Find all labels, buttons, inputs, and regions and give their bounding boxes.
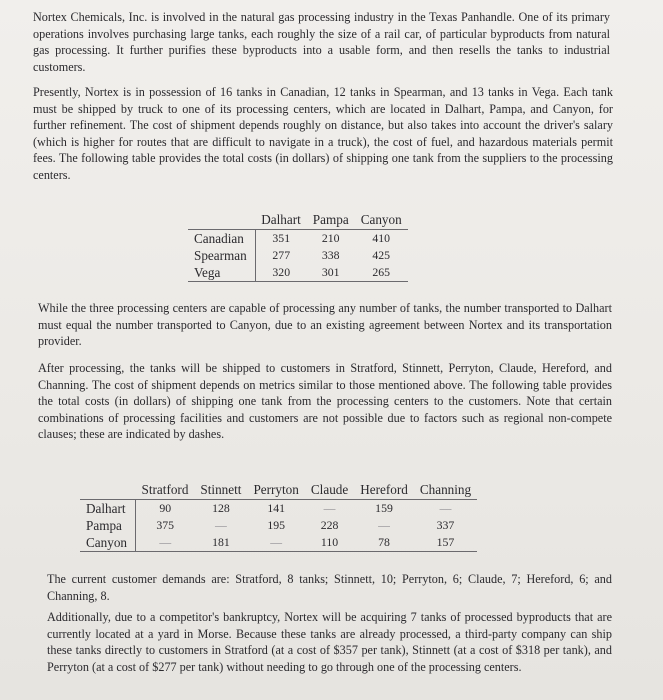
cost-cell: — [439, 501, 452, 515]
customer-cost-table [80, 482, 477, 552]
col-header: Channing [414, 482, 477, 500]
supplier-table-header [188, 212, 408, 230]
col-header: Stratford [136, 482, 195, 500]
paragraph-customers: After processing, the tanks will be shipped to customers in Stratford, Stinnett, Perryton, Claude, Hereford, and Channing. The cost of shipment depends on metrics similar to those mentioned above. The following table provides the total costs (in dollars) of shipping one tank from the processing centers to the customers. Note that certain combinations of processing facilities and customers are not possible due to factors such as regional non-compete clauses; these are indicated by dashes. [38, 361, 612, 442]
row-label: Dalhart [80, 500, 136, 518]
paragraph-demands: The current customer demands are: Stratford, 8 tanks; Stinnett, 10; Perryton, 6; Claude, 7; Hereford, 6; and Channing, 8. [47, 572, 612, 603]
cost-cell: 265 [355, 264, 408, 282]
cost-cell: 128 [212, 501, 230, 515]
cost-cell: 210 [321, 231, 340, 245]
col-header: Stinnett [194, 482, 247, 500]
cost-cell: — [215, 518, 227, 532]
col-header: Claude [305, 482, 354, 500]
table-corner [80, 482, 136, 500]
cost-cell: 351 [272, 231, 291, 245]
cost-cell: — [136, 534, 195, 552]
cost-cell: 181 [194, 534, 247, 552]
table-row [188, 264, 408, 282]
paragraph-morse: Additionally, due to a competitor's bankruptcy, Nortex will be acquiring 7 tanks of processed byproducts that are currently located at a yard in Morse. Because these tanks are already processed, a third-party company can ship these tanks directly to customers in Stratford (at a cost of $357 per tank), Stinnett (at a cost of $318 per tank), and Perryton (at a cost of $277 per tank) without needing to go through one of the processing centers. [47, 610, 612, 674]
cost-cell: 320 [255, 264, 307, 282]
cost-cell: 410 [372, 231, 391, 245]
cost-cell: 110 [305, 534, 354, 552]
cost-cell: 159 [375, 501, 393, 515]
cost-cell: 338 [321, 248, 340, 262]
paragraph-suppliers: Presently, Nortex is in possession of 16 tanks in Canadian, 12 tanks in Spearman, and 13 tanks in Vega. Each tank must be shipped by truck to one of its processing centers, which are located in Dalhart, Pampa, and Canyon, for further refinement. The cost of shipment depends roughly on distance, but also takes into account the driver's salary (which is higher for routes that are difficult to navigate in a truck), the cost of fuel, and hazardous materials permit fees. The following table provides the total costs (in dollars) of shipping one tank from the suppliers to the processing centers. [33, 85, 613, 182]
paragraph-intro: Nortex Chemicals, Inc. is involved in the natural gas processing industry in the Texas Panhandle. One of its primary operations involves purchasing large tanks, each roughly the size of a rail car, of particular byproducts from natural gas processing. It further purifies these byproducts into a usable form, and then resells the tanks to industrial customers. [33, 10, 610, 74]
customer-table-header [80, 482, 477, 500]
row-label: Spearman [188, 247, 255, 264]
col-header: Perryton [247, 482, 304, 500]
cost-cell: 195 [267, 518, 286, 532]
cost-cell: 277 [272, 248, 291, 262]
cost-cell: 337 [436, 518, 455, 532]
cost-cell: 228 [320, 518, 339, 532]
table-row [188, 247, 408, 264]
table-row [80, 517, 477, 534]
cost-cell: — [247, 534, 304, 552]
cost-cell: 78 [354, 534, 414, 552]
cost-cell: 301 [307, 264, 355, 282]
cost-cell: — [378, 518, 390, 532]
supplier-cost-table [188, 212, 408, 282]
row-label: Canyon [80, 534, 136, 552]
table-corner [188, 212, 255, 230]
col-header: Pampa [307, 212, 355, 230]
cost-cell: 375 [156, 518, 175, 532]
row-label: Pampa [80, 517, 136, 534]
col-header: Hereford [354, 482, 414, 500]
cost-cell: 90 [159, 501, 172, 515]
cost-cell: 425 [372, 248, 391, 262]
table-row [188, 230, 408, 248]
row-label: Vega [188, 264, 255, 282]
paragraph-constraint: While the three processing centers are capable of processing any number of tanks, the number transported to Dalhart must equal the number transported to Canyon, due to an existing agreement between Nortex and its transportation provider. [38, 301, 612, 349]
cost-cell: 157 [414, 534, 477, 552]
col-header: Dalhart [255, 212, 307, 230]
table-row [80, 500, 477, 518]
table-row [80, 534, 477, 552]
row-label: Canadian [188, 230, 255, 248]
col-header: Canyon [355, 212, 408, 230]
cost-cell: 141 [267, 501, 286, 515]
cost-cell: — [323, 501, 336, 515]
